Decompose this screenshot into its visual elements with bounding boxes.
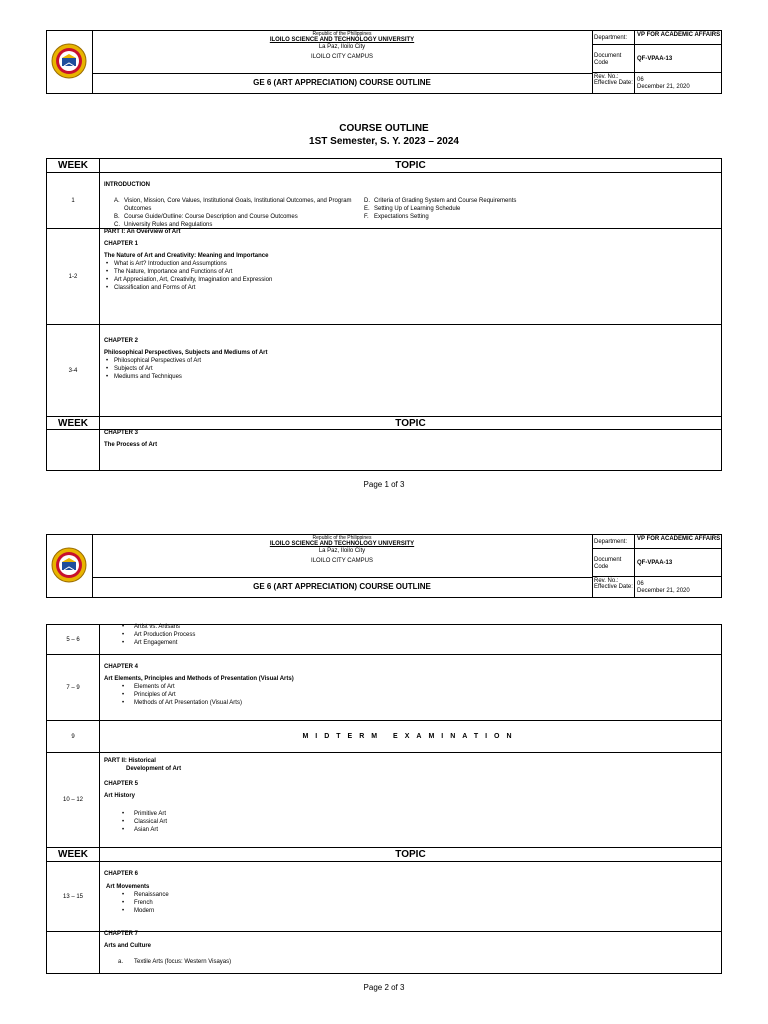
page-number: Page 2 of 3 bbox=[363, 983, 405, 992]
department-value: VP FOR ACADEMIC AFFAIRS bbox=[637, 536, 721, 542]
list-item: • Primitive Art bbox=[104, 810, 717, 818]
topic-cell bbox=[104, 753, 717, 851]
chapter-heading: CHAPTER 3 bbox=[104, 430, 139, 436]
topic-cell bbox=[104, 430, 717, 470]
table-row bbox=[47, 325, 721, 417]
list-item: • What is Art? Introduction and Assumptions bbox=[104, 260, 717, 268]
week-cell: 1-2 bbox=[47, 229, 100, 324]
intro-heading: INTRODUCTION bbox=[104, 182, 150, 188]
semester-subtitle: 1ST Semester, S. Y. 2023 – 2024 bbox=[309, 136, 459, 147]
week-cell: 5 – 6 bbox=[47, 625, 100, 654]
logo-cell bbox=[47, 31, 93, 93]
course-table-page2 bbox=[46, 624, 722, 974]
topic-cell bbox=[104, 229, 717, 324]
list-item: • French bbox=[104, 899, 717, 907]
republic-text: Republic of the Philippines bbox=[312, 535, 372, 541]
header-center bbox=[92, 535, 593, 597]
topic-cell bbox=[104, 721, 717, 752]
rev-value: 06 bbox=[637, 581, 644, 587]
topic-list bbox=[104, 260, 717, 292]
topic-list bbox=[104, 357, 717, 381]
part-heading-2: Development of Art bbox=[126, 766, 182, 772]
week-cell: 10 – 12 bbox=[47, 753, 100, 847]
list-item: • Principles of Art bbox=[104, 691, 717, 699]
list-item: • Classical Art bbox=[104, 818, 717, 826]
effective-date: December 21, 2020 bbox=[637, 84, 690, 90]
list-item: E. Setting Up of Learning Schedule bbox=[364, 206, 461, 212]
week-cell: 3-4 bbox=[47, 325, 100, 416]
list-item: • Philosophical Perspectives of Art bbox=[104, 357, 717, 365]
topic-cell bbox=[104, 655, 717, 728]
chapter-title: The Nature of Art and Creativity: Meaning and Importance bbox=[104, 253, 269, 259]
republic-text: Republic of the Philippines bbox=[312, 31, 372, 37]
effective-date: December 21, 2020 bbox=[637, 588, 690, 594]
rev-value-block bbox=[637, 577, 721, 601]
list-item: C. University Rules and Regulations bbox=[114, 222, 213, 228]
header-institution bbox=[92, 535, 592, 578]
table-row bbox=[47, 721, 721, 753]
list-item: • Elements of Art bbox=[104, 683, 717, 691]
topic-cell bbox=[104, 623, 717, 652]
course-outline-title: COURSE OUTLINE bbox=[339, 123, 429, 134]
code-label: Document Code bbox=[592, 45, 635, 72]
chapter-heading: CHAPTER 1 bbox=[104, 241, 139, 247]
header-institution bbox=[92, 31, 592, 74]
topic-header: TOPIC bbox=[395, 160, 426, 171]
logo-cell bbox=[47, 535, 93, 597]
list-item: D. Criteria of Grading System and Course Requirements bbox=[364, 198, 517, 204]
header-meta bbox=[592, 535, 721, 597]
rev-label: Rev. No.: Effective Date: bbox=[592, 577, 635, 597]
code-value: QF-VPAA-13 bbox=[637, 56, 673, 62]
doc-title: GE 6 (ART APPRECIATION) COURSE OUTLINE bbox=[253, 78, 431, 87]
campus-text: ILOILO CITY CAMPUS bbox=[311, 558, 373, 564]
chapter-title: The Process of Art bbox=[104, 442, 158, 448]
table-header-row bbox=[47, 159, 721, 173]
list-item: • Modern bbox=[104, 907, 717, 915]
topic-cell bbox=[104, 173, 717, 236]
table-row bbox=[47, 932, 721, 973]
list-item: • Mediums and Techniques bbox=[104, 373, 717, 381]
topic-list bbox=[104, 810, 717, 834]
campus-text: ILOILO CITY CAMPUS bbox=[311, 54, 373, 60]
table-row bbox=[47, 625, 721, 655]
chapter-heading: CHAPTER 2 bbox=[104, 338, 139, 344]
list-item: a. Textile Arts (focus: Western Visayas) bbox=[118, 959, 232, 965]
chapter-title: Art Movements bbox=[106, 884, 150, 890]
department-row bbox=[592, 535, 721, 549]
week-cell bbox=[47, 932, 100, 973]
course-table-page1 bbox=[46, 158, 722, 471]
university-seal-logo bbox=[51, 547, 87, 583]
topic-cell bbox=[104, 932, 717, 973]
header-center bbox=[92, 31, 593, 93]
list-item: • Artist vs. Artisans bbox=[104, 623, 717, 631]
topic-list bbox=[104, 958, 717, 966]
doc-title: GE 6 (ART APPRECIATION) COURSE OUTLINE bbox=[253, 582, 431, 591]
chapter-title: Philosophical Perspectives, Subjects and Mediums of Art bbox=[104, 350, 268, 356]
table-row bbox=[47, 753, 721, 848]
code-row bbox=[592, 549, 721, 577]
chapter-title: Art History bbox=[104, 793, 136, 799]
university-name: ILOILO SCIENCE AND TECHNOLOGY UNIVERSITY bbox=[269, 541, 415, 547]
list-item: • Asian Art bbox=[104, 826, 717, 834]
code-value: QF-VPAA-13 bbox=[637, 560, 673, 566]
chapter-heading: CHAPTER 7 bbox=[104, 931, 139, 937]
topic-header: TOPIC bbox=[395, 849, 426, 860]
week-cell: 13 – 15 bbox=[47, 862, 100, 931]
city-text: La Paz, Iloilo City bbox=[318, 548, 366, 554]
rev-label: Rev. No.: Effective Date: bbox=[592, 73, 635, 93]
code-row bbox=[592, 45, 721, 73]
week-header: WEEK bbox=[47, 159, 100, 172]
chapter-heading: CHAPTER 4 bbox=[104, 664, 139, 670]
topic-list bbox=[104, 683, 717, 707]
table-row bbox=[47, 229, 721, 325]
rev-value: 06 bbox=[637, 77, 644, 83]
chapter-title: Art Elements, Principles and Methods of Presentation (Visual Arts) bbox=[104, 676, 294, 682]
code-label: Document Code bbox=[592, 549, 635, 576]
header-meta bbox=[592, 31, 721, 93]
rev-value-block bbox=[637, 73, 721, 97]
week-cell bbox=[47, 430, 100, 470]
list-item: B. Course Guide/Outline: Course Description and Course Outcomes bbox=[114, 214, 298, 220]
list-item: • Art Engagement bbox=[104, 639, 717, 647]
table-row bbox=[47, 862, 721, 932]
table-row bbox=[47, 173, 721, 229]
part-heading: PART II: Historical bbox=[104, 758, 156, 764]
table-row bbox=[47, 655, 721, 721]
part-heading: PART I: An Overview of Art bbox=[104, 229, 181, 235]
rev-row bbox=[592, 73, 721, 93]
intro-list-left bbox=[104, 197, 354, 229]
list-item: • Methods of Art Presentation (Visual Arts) bbox=[104, 699, 717, 707]
department-value: VP FOR ACADEMIC AFFAIRS bbox=[637, 32, 721, 38]
chapter-heading: CHAPTER 6 bbox=[104, 871, 139, 877]
topic-list bbox=[104, 891, 717, 915]
midterm-exam-label: MIDTERM EXAMINATION bbox=[302, 732, 519, 740]
intro-list-right bbox=[354, 197, 574, 221]
week-header: WEEK bbox=[47, 417, 100, 429]
list-item: • Subjects of Art bbox=[104, 365, 717, 373]
list-item: • Classification and Forms of Art bbox=[104, 284, 717, 292]
university-name: ILOILO SCIENCE AND TECHNOLOGY UNIVERSITY bbox=[269, 37, 415, 43]
department-row bbox=[592, 31, 721, 45]
department-label: Department: bbox=[592, 31, 635, 44]
department-label: Department: bbox=[592, 535, 635, 548]
list-item: • The Nature, Importance and Functions of Art bbox=[104, 268, 717, 276]
rev-row bbox=[592, 577, 721, 597]
city-text: La Paz, Iloilo City bbox=[318, 44, 366, 50]
list-item: F. Expectations Setting bbox=[364, 214, 429, 220]
table-row bbox=[47, 430, 721, 470]
topic-cell bbox=[104, 325, 717, 428]
document-header bbox=[46, 30, 722, 94]
week-header: WEEK bbox=[47, 848, 100, 861]
week-cell: 7 – 9 bbox=[47, 655, 100, 720]
document-header bbox=[46, 534, 722, 598]
week-cell: 9 bbox=[47, 721, 100, 752]
topic-cell bbox=[104, 862, 717, 939]
list-item: • Renaissance bbox=[104, 891, 717, 899]
page-number: Page 1 of 3 bbox=[363, 480, 405, 489]
week-cell: 1 bbox=[47, 173, 100, 228]
list-item: A. Vision, Mission, Core Values, Institutional Goals, Institutional Outcomes, and Program Outcomes bbox=[114, 198, 352, 212]
chapter-title: Arts and Culture bbox=[104, 943, 152, 949]
university-seal-logo bbox=[51, 43, 87, 79]
table-header-row bbox=[47, 848, 721, 862]
chapter-heading: CHAPTER 5 bbox=[104, 781, 139, 787]
list-item: • Art Production Process bbox=[104, 631, 717, 639]
topic-list bbox=[104, 623, 717, 647]
list-item: • Art Appreciation, Art, Creativity, Imagination and Expression bbox=[104, 276, 717, 284]
topic-header: TOPIC bbox=[395, 417, 426, 429]
